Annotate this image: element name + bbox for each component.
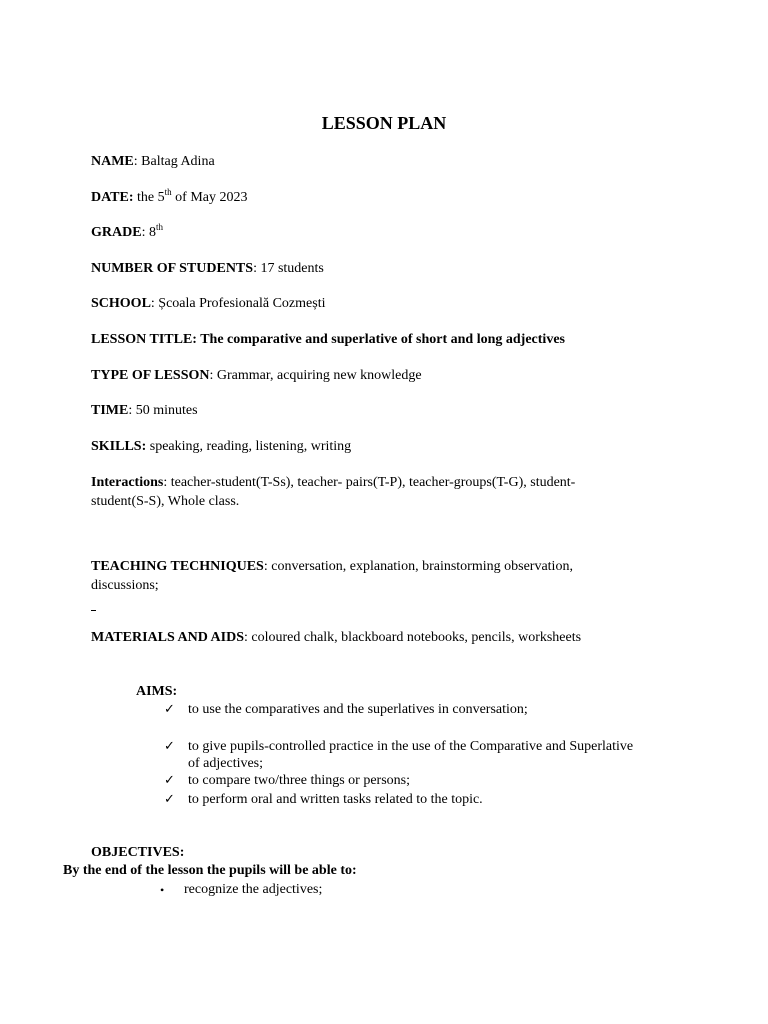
skills-value: speaking, reading, listening, writing	[146, 439, 352, 454]
date-line	[91, 189, 247, 207]
grade-value: : 8	[141, 225, 156, 240]
date-label: DATE:	[91, 190, 134, 205]
objective-item: recognize the adjectives;	[184, 882, 323, 897]
lesson-type-line	[91, 367, 422, 385]
date-value-post: of May 2023	[171, 190, 248, 205]
interactions-line-2: student(S-S), Whole class.	[91, 494, 240, 509]
students-value: : 17 students	[253, 261, 324, 276]
dash-mark	[91, 610, 96, 611]
school-value: : Școala Profesională Cozmești	[150, 296, 326, 311]
time-line	[91, 402, 198, 420]
name-label: NAME	[91, 154, 134, 169]
interactions-label: Interactions	[91, 475, 164, 490]
name-value: : Baltag Adina	[133, 154, 215, 169]
bullet-icon: •	[160, 883, 165, 897]
aim-item: to use the comparatives and the superlatives in conversation;	[188, 702, 528, 717]
aim-item: to perform oral and written tasks related to the topic.	[188, 792, 483, 807]
objectives-intro: By the end of the lesson the pupils will be able to:	[63, 863, 357, 878]
date-value-pre: the 5	[133, 190, 165, 205]
interactions-line-1	[91, 474, 575, 492]
grade-label: GRADE	[91, 225, 142, 240]
materials-value: : coloured chalk, blackboard notebooks, pencils, worksheets	[244, 630, 582, 645]
techniques-label: TEACHING TECHNIQUES	[91, 559, 264, 574]
students-line	[91, 260, 324, 278]
aim-item-continued: of adjectives;	[188, 756, 264, 771]
school-label: SCHOOL	[91, 296, 151, 311]
time-label: TIME	[91, 403, 129, 418]
school-line	[91, 295, 325, 313]
lesson-type-label: TYPE OF LESSON	[91, 368, 210, 383]
page-title: LESSON PLAN	[321, 113, 447, 133]
grade-sup: th	[155, 222, 163, 232]
grade-line	[91, 224, 163, 242]
aim-item: to give pupils-controlled practice in the use of the Comparative and Superlative	[188, 739, 634, 754]
techniques-line-2: discussions;	[91, 578, 159, 593]
interactions-value-1: : teacher-student(T-Ss), teacher- pairs(T-P), teacher-groups(T-G), student-	[163, 475, 576, 490]
lesson-title-line	[91, 331, 565, 349]
skills-line	[91, 438, 351, 456]
lesson-title-value: The comparative and superlative of short and long adjectives	[200, 332, 565, 347]
date-sup: th	[164, 187, 172, 197]
aim-item: to compare two/three things or persons;	[188, 773, 411, 788]
materials-line	[91, 629, 581, 647]
skills-label: SKILLS:	[91, 439, 147, 454]
students-label: NUMBER OF STUDENTS	[91, 261, 254, 276]
lesson-title-label: LESSON TITLE:	[91, 332, 201, 347]
check-icon: ✓	[164, 772, 175, 787]
check-icon: ✓	[164, 701, 175, 716]
name-line	[91, 153, 215, 171]
check-icon: ✓	[164, 791, 175, 806]
materials-label: MATERIALS AND AIDS	[91, 630, 244, 645]
check-icon: ✓	[164, 738, 175, 753]
aims-heading: AIMS:	[136, 684, 178, 699]
time-value: : 50 minutes	[128, 403, 198, 418]
techniques-value-1: : conversation, explanation, brainstorming observation,	[263, 559, 573, 574]
lesson-type-value: : Grammar, acquiring new knowledge	[209, 368, 422, 383]
objectives-heading: OBJECTIVES:	[91, 845, 185, 860]
techniques-line-1	[91, 558, 573, 576]
